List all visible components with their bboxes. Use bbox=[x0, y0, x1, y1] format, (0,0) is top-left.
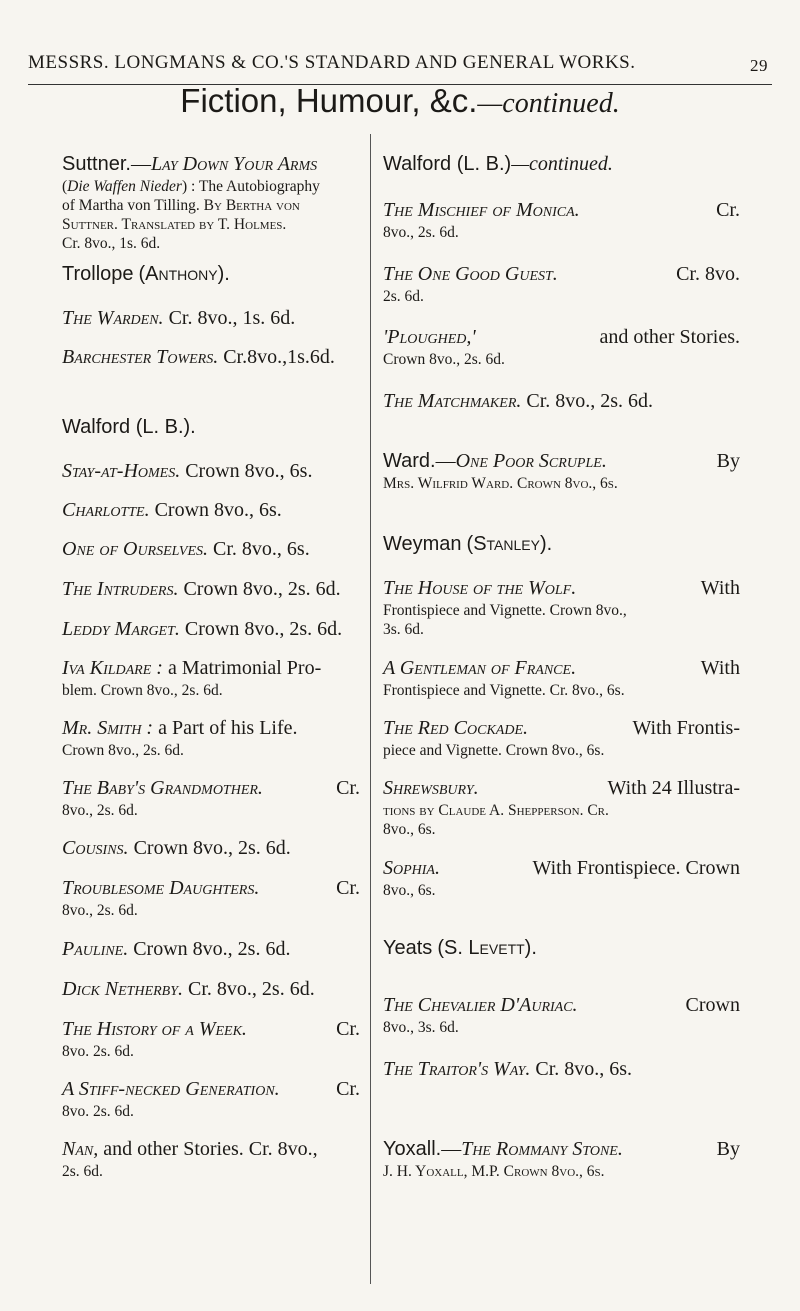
work-title: Leddy Marget. bbox=[62, 618, 180, 640]
work-title: Stay-at-Homes. bbox=[62, 460, 181, 482]
work-title: The Intruders. bbox=[62, 578, 179, 600]
section-continued: —continued. bbox=[477, 88, 620, 119]
price: Crown 8vo., 2s. 6d. bbox=[133, 837, 291, 859]
by-line: J. H. Yoxall, M.P. Crown 8vo., 6s. bbox=[383, 1163, 605, 1180]
price-line: 8vo. 2s. 6d. bbox=[62, 1103, 134, 1120]
price-line: 8vo., 2s. 6d. bbox=[62, 902, 138, 919]
price-line: 2s. 6d. bbox=[62, 1163, 103, 1180]
work-warden bbox=[62, 306, 360, 331]
work-title: Mr. Smith : bbox=[62, 717, 154, 739]
work-one-of-ourselves bbox=[62, 537, 360, 562]
price-line: 8vo., 6s. bbox=[383, 882, 436, 899]
work-pauline bbox=[62, 937, 360, 962]
work-title: The Mischief of Monica. bbox=[383, 199, 580, 221]
desc: and other Stories. Cr. 8vo., bbox=[103, 1138, 318, 1160]
work-troublesome-daughters bbox=[62, 876, 360, 920]
work-title: The Red Cockade. bbox=[383, 717, 529, 739]
work-one-good-guest bbox=[383, 262, 740, 306]
page-number: 29 bbox=[750, 56, 768, 75]
work-title: The Rommany Stone. bbox=[461, 1138, 623, 1160]
author-forename: (S. Levett). bbox=[437, 937, 537, 959]
by: By bbox=[716, 450, 740, 472]
price-line: blem. Crown 8vo., 2s. 6d. bbox=[62, 682, 223, 699]
work-title: The Warden. bbox=[62, 307, 164, 329]
format: Cr. bbox=[336, 1018, 360, 1040]
dash: — bbox=[441, 1138, 462, 1160]
work-sophia bbox=[383, 856, 740, 900]
work-title: Charlotte. bbox=[62, 499, 150, 521]
work-nan bbox=[62, 1137, 360, 1181]
author-walford bbox=[62, 415, 360, 440]
price: Crown 8vo., 6s. bbox=[185, 460, 313, 482]
continued: —continued. bbox=[511, 153, 613, 175]
work-title: The House of the Wolf. bbox=[383, 577, 577, 599]
work-title: One Poor Scruple. bbox=[455, 450, 607, 472]
desc-line: of Martha von Tilling. bbox=[62, 197, 200, 214]
work-title: Dick Netherby. bbox=[62, 978, 184, 1000]
subtitle: Die Waffen Nieder bbox=[67, 178, 182, 195]
price: Cr.8vo.,1s.6d. bbox=[223, 346, 335, 368]
entry-trollope bbox=[62, 262, 360, 287]
page-header bbox=[28, 52, 772, 74]
work-title: The Chevalier D'Auriac. bbox=[383, 994, 578, 1016]
work-matchmaker bbox=[383, 389, 740, 414]
work-barchester bbox=[62, 345, 360, 370]
paren: ( bbox=[62, 178, 68, 195]
price-line: Crown 8vo., 2s. 6d. bbox=[62, 742, 184, 759]
column-divider bbox=[370, 134, 371, 1284]
format: Cr. bbox=[336, 877, 360, 899]
work-iva-kildare bbox=[62, 656, 360, 700]
work-title: The Matchmaker. bbox=[383, 390, 522, 412]
author-trollope: Trollope bbox=[62, 263, 134, 285]
work-chevalier-dauriac bbox=[383, 993, 740, 1037]
work-title: Lay Down Your Arms bbox=[150, 153, 318, 175]
author-yoxall: Yoxall. bbox=[383, 1138, 442, 1160]
work-red-cockade bbox=[383, 716, 740, 760]
price: Cr. 8vo., 6s. bbox=[213, 538, 310, 560]
by-line: Mrs. Wilfrid Ward. Crown 8vo., 6s. bbox=[383, 475, 618, 492]
format: Crown bbox=[685, 994, 740, 1016]
price: Cr. 8vo., 6s. bbox=[535, 1058, 633, 1080]
work-stay-at-homes bbox=[62, 459, 360, 484]
work-title: Iva Kildare : bbox=[62, 657, 163, 679]
work-title: Troublesome Daughters. bbox=[62, 877, 260, 899]
dash: — bbox=[130, 153, 151, 175]
author-suttner: Suttner. bbox=[62, 153, 131, 175]
work-stiff-necked-generation bbox=[62, 1077, 360, 1121]
work-babys-grandmother bbox=[62, 776, 360, 820]
price: Crown 8vo., 2s. 6d. bbox=[183, 578, 341, 600]
author-name: Yeats bbox=[383, 937, 433, 959]
work-title: 'Ploughed,' bbox=[383, 326, 476, 348]
translator-line: Suttner. Translated by T. Holmes. bbox=[62, 216, 287, 233]
dash: — bbox=[435, 450, 456, 472]
work-traitors-way bbox=[383, 1057, 740, 1082]
price-line: 8vo., 3s. 6d. bbox=[383, 1019, 459, 1036]
work-gentleman-of-france bbox=[383, 656, 740, 700]
price-line: Frontispiece and Vignette. Cr. 8vo., 6s. bbox=[383, 682, 625, 699]
price-line: Crown 8vo., 2s. 6d. bbox=[383, 351, 505, 368]
work-dick-netherby bbox=[62, 977, 360, 1002]
desc-line: tions by Claude A. Shepperson. Cr. bbox=[383, 802, 609, 819]
desc: a Part of his Life. bbox=[158, 717, 298, 739]
work-title: One of Ourselves. bbox=[62, 538, 209, 560]
desc: and other Stories. bbox=[599, 326, 740, 348]
price-line: 8vo., 6s. bbox=[383, 821, 436, 838]
price-line: piece and Vignette. Crown 8vo., 6s. bbox=[383, 742, 605, 759]
price: Cr. 8vo., 1s. 6d. bbox=[168, 307, 296, 329]
price-line: 8vo., 2s. 6d. bbox=[383, 224, 459, 241]
author-name: Walford (L. B.) bbox=[383, 153, 512, 175]
author-forename: (Stanley). bbox=[466, 533, 553, 555]
work-title: The One Good Guest. bbox=[383, 263, 558, 285]
work-title: Nan, bbox=[62, 1138, 99, 1160]
desc-line: Frontispiece and Vignette. Crown 8vo., bbox=[383, 602, 627, 619]
price-line: 8vo., 2s. 6d. bbox=[62, 802, 138, 819]
desc: With Frontispiece. Crown bbox=[532, 857, 740, 879]
entry-ward bbox=[383, 449, 740, 493]
price-line: 2s. 6d. bbox=[383, 288, 424, 305]
desc: With 24 Illustra- bbox=[607, 777, 740, 799]
desc: With Frontis- bbox=[632, 717, 740, 739]
subtitle-rest: ) : The Autobiography bbox=[181, 178, 320, 195]
format: Cr. 8vo. bbox=[676, 263, 740, 285]
author-ward: Ward. bbox=[383, 450, 436, 472]
price: Crown 8vo., 2s. 6d. bbox=[133, 938, 291, 960]
price-line: 8vo. 2s. 6d. bbox=[62, 1043, 134, 1060]
section-title bbox=[0, 82, 800, 121]
work-mr-smith bbox=[62, 716, 360, 760]
by-line: By Bertha von bbox=[203, 197, 300, 214]
author-forename: (Anthony). bbox=[138, 263, 230, 285]
author-walford-continued bbox=[383, 152, 740, 177]
price: Crown 8vo., 6s. bbox=[154, 499, 282, 521]
entry-suttner bbox=[62, 152, 360, 253]
work-title: Pauline. bbox=[62, 938, 129, 960]
work-title: A Gentleman of France. bbox=[383, 657, 577, 679]
work-history-of-a-week bbox=[62, 1017, 360, 1061]
by: By bbox=[716, 1138, 740, 1160]
price-line: 3s. 6d. bbox=[383, 621, 424, 638]
work-mischief-of-monica bbox=[383, 198, 740, 242]
work-title: Sophia. bbox=[383, 857, 440, 879]
entry-yoxall bbox=[383, 1137, 740, 1181]
work-shrewsbury bbox=[383, 776, 740, 839]
author-weyman bbox=[383, 532, 740, 557]
work-house-of-the-wolf bbox=[383, 576, 740, 639]
author-name: Walford (L. B.). bbox=[62, 416, 196, 438]
work-title: A Stiff-necked Generation. bbox=[62, 1078, 280, 1100]
author-yeats bbox=[383, 936, 740, 961]
price: Crown 8vo., 2s. 6d. bbox=[184, 618, 343, 640]
running-head: MESSRS. LONGMANS & CO.'S STANDARD AND GENERAL WORKS. bbox=[28, 52, 636, 73]
work-title: Shrewsbury. bbox=[383, 777, 479, 799]
work-title: Barchester Towers. bbox=[62, 346, 219, 368]
work-leddy-marget bbox=[62, 617, 360, 642]
desc: a Matrimonial Pro- bbox=[167, 657, 322, 679]
format: Cr. bbox=[336, 777, 360, 799]
price: Cr. 8vo., 2s. 6d. bbox=[526, 390, 654, 412]
work-cousins bbox=[62, 836, 360, 861]
format: Cr. bbox=[336, 1078, 360, 1100]
section-title-text: Fiction, Humour, &c. bbox=[180, 82, 478, 119]
work-ploughed bbox=[383, 325, 740, 369]
work-charlotte bbox=[62, 498, 360, 523]
price-line: Cr. 8vo., 1s. 6d. bbox=[62, 235, 161, 252]
work-title: Cousins. bbox=[62, 837, 129, 859]
desc: With bbox=[700, 577, 740, 599]
desc: With bbox=[700, 657, 740, 679]
format: Cr. bbox=[716, 199, 740, 221]
work-intruders bbox=[62, 577, 360, 602]
price: Cr. 8vo., 2s. 6d. bbox=[188, 978, 315, 1000]
author-name: Weyman bbox=[383, 533, 462, 555]
work-title: The History of a Week. bbox=[62, 1018, 247, 1040]
work-title: The Baby's Grandmother. bbox=[62, 777, 263, 799]
work-title: The Traitor's Way. bbox=[383, 1058, 531, 1080]
